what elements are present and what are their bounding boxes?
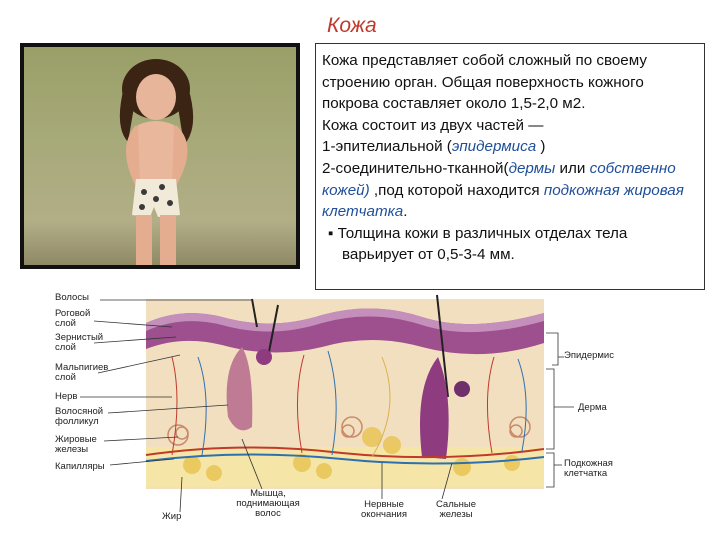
photo-scene	[24, 47, 296, 265]
label-sebaceous-glands: Сальные железы	[435, 499, 477, 520]
label-subcutaneous: Подкожная клетчатка	[564, 458, 613, 479]
label-arrector-muscle: Мышца, поднимающая волос	[236, 488, 300, 519]
item-epithelial: 1-эпителиальной (эпидермиса )	[322, 138, 546, 156]
description-textbox	[315, 43, 705, 290]
term-epidermis: эпидермиса	[451, 138, 537, 156]
label-malpighian-layer: Мальпигиев слой	[55, 362, 109, 383]
label-nerve: Нерв	[55, 391, 78, 402]
label-epidermis: Эпидермис	[564, 350, 614, 361]
label-hair: Волосы	[55, 292, 89, 303]
paragraph-intro: Кожа представляет собой сложный по своему строению орган. Общая поверхность кожного покрова составляет около 1,5-2,0 м2.	[322, 52, 647, 113]
label-dermis: Дерма	[578, 402, 607, 413]
paragraph-parts: Кожа состоит из двух частей —	[322, 116, 544, 134]
term-subcutaneous: подкожная жировая клетчатка	[322, 181, 684, 221]
bullet-thickness: ▪ Толщина кожи в различных отделах тела варьирует от 0,5-3-4 мм.	[328, 224, 628, 264]
label-granular-layer: Зернистый слой	[55, 332, 104, 353]
item-connective: 2-соединительно-тканной(дермы или собственно кожей) ,под которой находится подкожная жировая клетчатка.	[322, 159, 684, 221]
term-skin-proper: собственно кожей)	[322, 159, 676, 199]
slide-title: Кожа	[327, 14, 377, 37]
skin-diagram	[42, 287, 642, 523]
label-fat: Жир	[162, 511, 182, 522]
label-fat-glands: Жировые железы	[55, 434, 97, 455]
label-capillaries: Капилляры	[55, 461, 105, 472]
label-horny-layer: Роговой слой	[55, 308, 91, 329]
label-nerve-endings: Нервные окончания	[360, 499, 407, 520]
child-photo	[20, 43, 300, 269]
label-hair-follicle: Волосяной фолликул	[55, 406, 104, 427]
term-dermis: дермы	[508, 159, 556, 177]
